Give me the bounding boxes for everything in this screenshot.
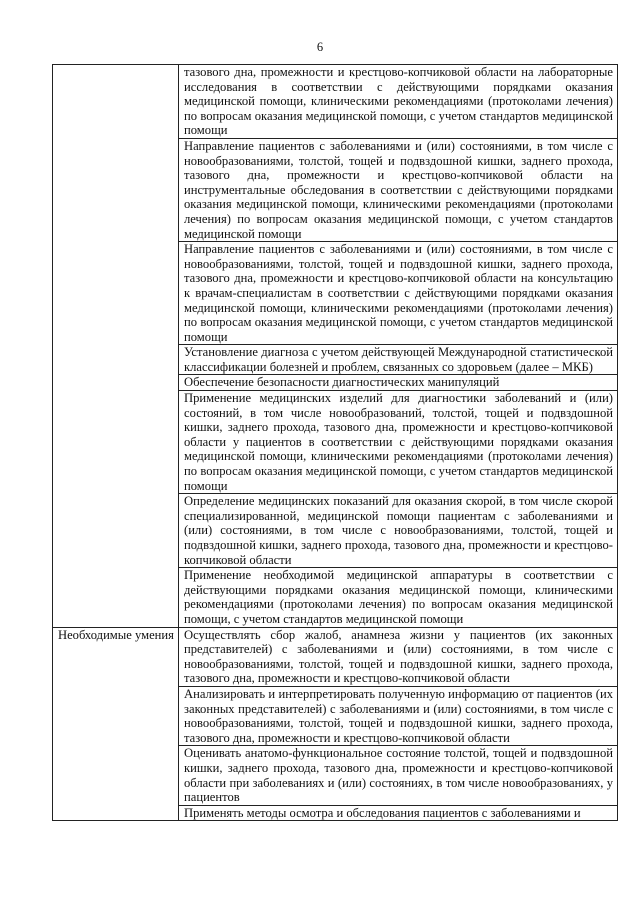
cell-text: Определение медицинских показаний для оказания скорой, в том числе скорой специализированной, медицинской помощи пациентам с заболеваниями и (или) состояниями, в том числе с новообразованиями, толстой, тощей и подвздошной кишки, заднего прохода, тазового дна, промежности и крестцово-копчиковой области <box>184 494 613 567</box>
cell-text: Применение необходимой медицинской аппаратуры в соответствии с действующими порядками оказания медицинской помощи, клиническими рекомендациями (протоколами лечения) по вопросам оказания медицинской помощи, с учетом стандартов медицинской помощи <box>184 568 613 626</box>
table-cell <box>179 568 618 627</box>
page-number: 6 <box>316 40 324 54</box>
cell-text: Установление диагноза с учетом действующей Международной статистической классификации болезней и проблем, связанных со здоровьем (далее – МКБ) <box>184 345 613 374</box>
table-cell <box>179 138 618 241</box>
table-cell <box>179 242 618 345</box>
cell-text: Анализировать и интерпретировать полученную информацию от пациентов (их законных представителей) с заболеваниями и (или) состояниями, в том числе с новообразованиями, толстой, тощей и подвздошной кишки, заднего прохода, тазового дна, промежности и крестцово-копчиковой области <box>184 686 613 745</box>
cell-text: Направление пациентов с заболеваниями и (или) состояниями, в том числе с новообразованиями, толстой, тощей и подвздошной кишки, заднего прохода, тазового дна, промежности и крестцово-копчиковой области на консультацию к врачам-специалистам в соответствии с действующими порядками оказания медицинской помощи, клиническими рекомендациями (протоколами лечения) по вопросам оказания медицинской помощи, с учетом стандартов медицинской помощи <box>184 242 613 344</box>
cell-text: Осуществлять сбор жалоб, анамнеза жизни у пациентов (их законных представителей) с заболеваниями и (или) состояниями, в том числе с новообразованиями, толстой, тощей и подвздошной кишки, заднего прохода, тазового дна, промежности и крестцово-копчиковой области <box>184 627 613 686</box>
cell-text: Направление пациентов с заболеваниями и (или) состояниями, в том числе с новообразованиями, толстой, тощей и подвздошной кишки, заднего прохода, тазового дна, промежности и крестцово-копчиковой области на инструментальные обследования в соответствии с действующими порядками оказания медицинской помощи, клиническими рекомендациями (протоколами лечения) по вопросам оказания медицинской помощи, с учетом стандартов медицинской помощи <box>184 138 613 241</box>
table-cell <box>179 391 618 494</box>
competency-table <box>52 64 618 821</box>
cell-text: тазового дна, промежности и крестцово-копчиковой области на лабораторные исследования в соответствии с действующими порядками оказания медицинской помощи, клиническими рекомендациями (протоколами лечения) по вопросам оказания медицинской помощи, с учетом стандартов медицинской помощи <box>184 65 613 138</box>
cell-text: Обеспечение безопасности диагностических манипуляций <box>184 375 500 390</box>
table-cell <box>179 627 618 686</box>
table-cell <box>179 746 618 805</box>
section-label: Необходимые умения <box>53 627 179 821</box>
table-row <box>53 65 618 139</box>
cell-text: Оценивать анатомо-функциональное состояние толстой, тощей и подвздошной кишки, заднего прохода, тазового дна, промежности и крестцово-копчиковой области при заболеваниях и (или) состояниях, в том числе новообразованиях, у пациентов <box>184 746 613 805</box>
table-cell <box>179 345 618 375</box>
cell-text: Применять методы осмотра и обследования пациентов с заболеваниями и <box>184 805 581 820</box>
table-cell <box>179 375 618 391</box>
table-cell <box>179 686 618 745</box>
table-row <box>53 627 618 686</box>
table-cell <box>179 494 618 568</box>
cell-text: Применение медицинских изделий для диагностики заболеваний и (или) состояний, в том числе новообразований, толстой, тощей и подвздошной кишки, заднего прохода, тазового дна, промежности и крестцово-копчиковой области у пациентов в соответствии с действующими порядками оказания медицинской помощи, клиническими рекомендациями (протоколами лечения) по вопросам оказания медицинской помощи, с учетом стандартов медицинской помощи <box>184 391 613 493</box>
table-cell <box>179 65 618 139</box>
table-cell <box>179 805 618 821</box>
section-label <box>53 65 179 628</box>
